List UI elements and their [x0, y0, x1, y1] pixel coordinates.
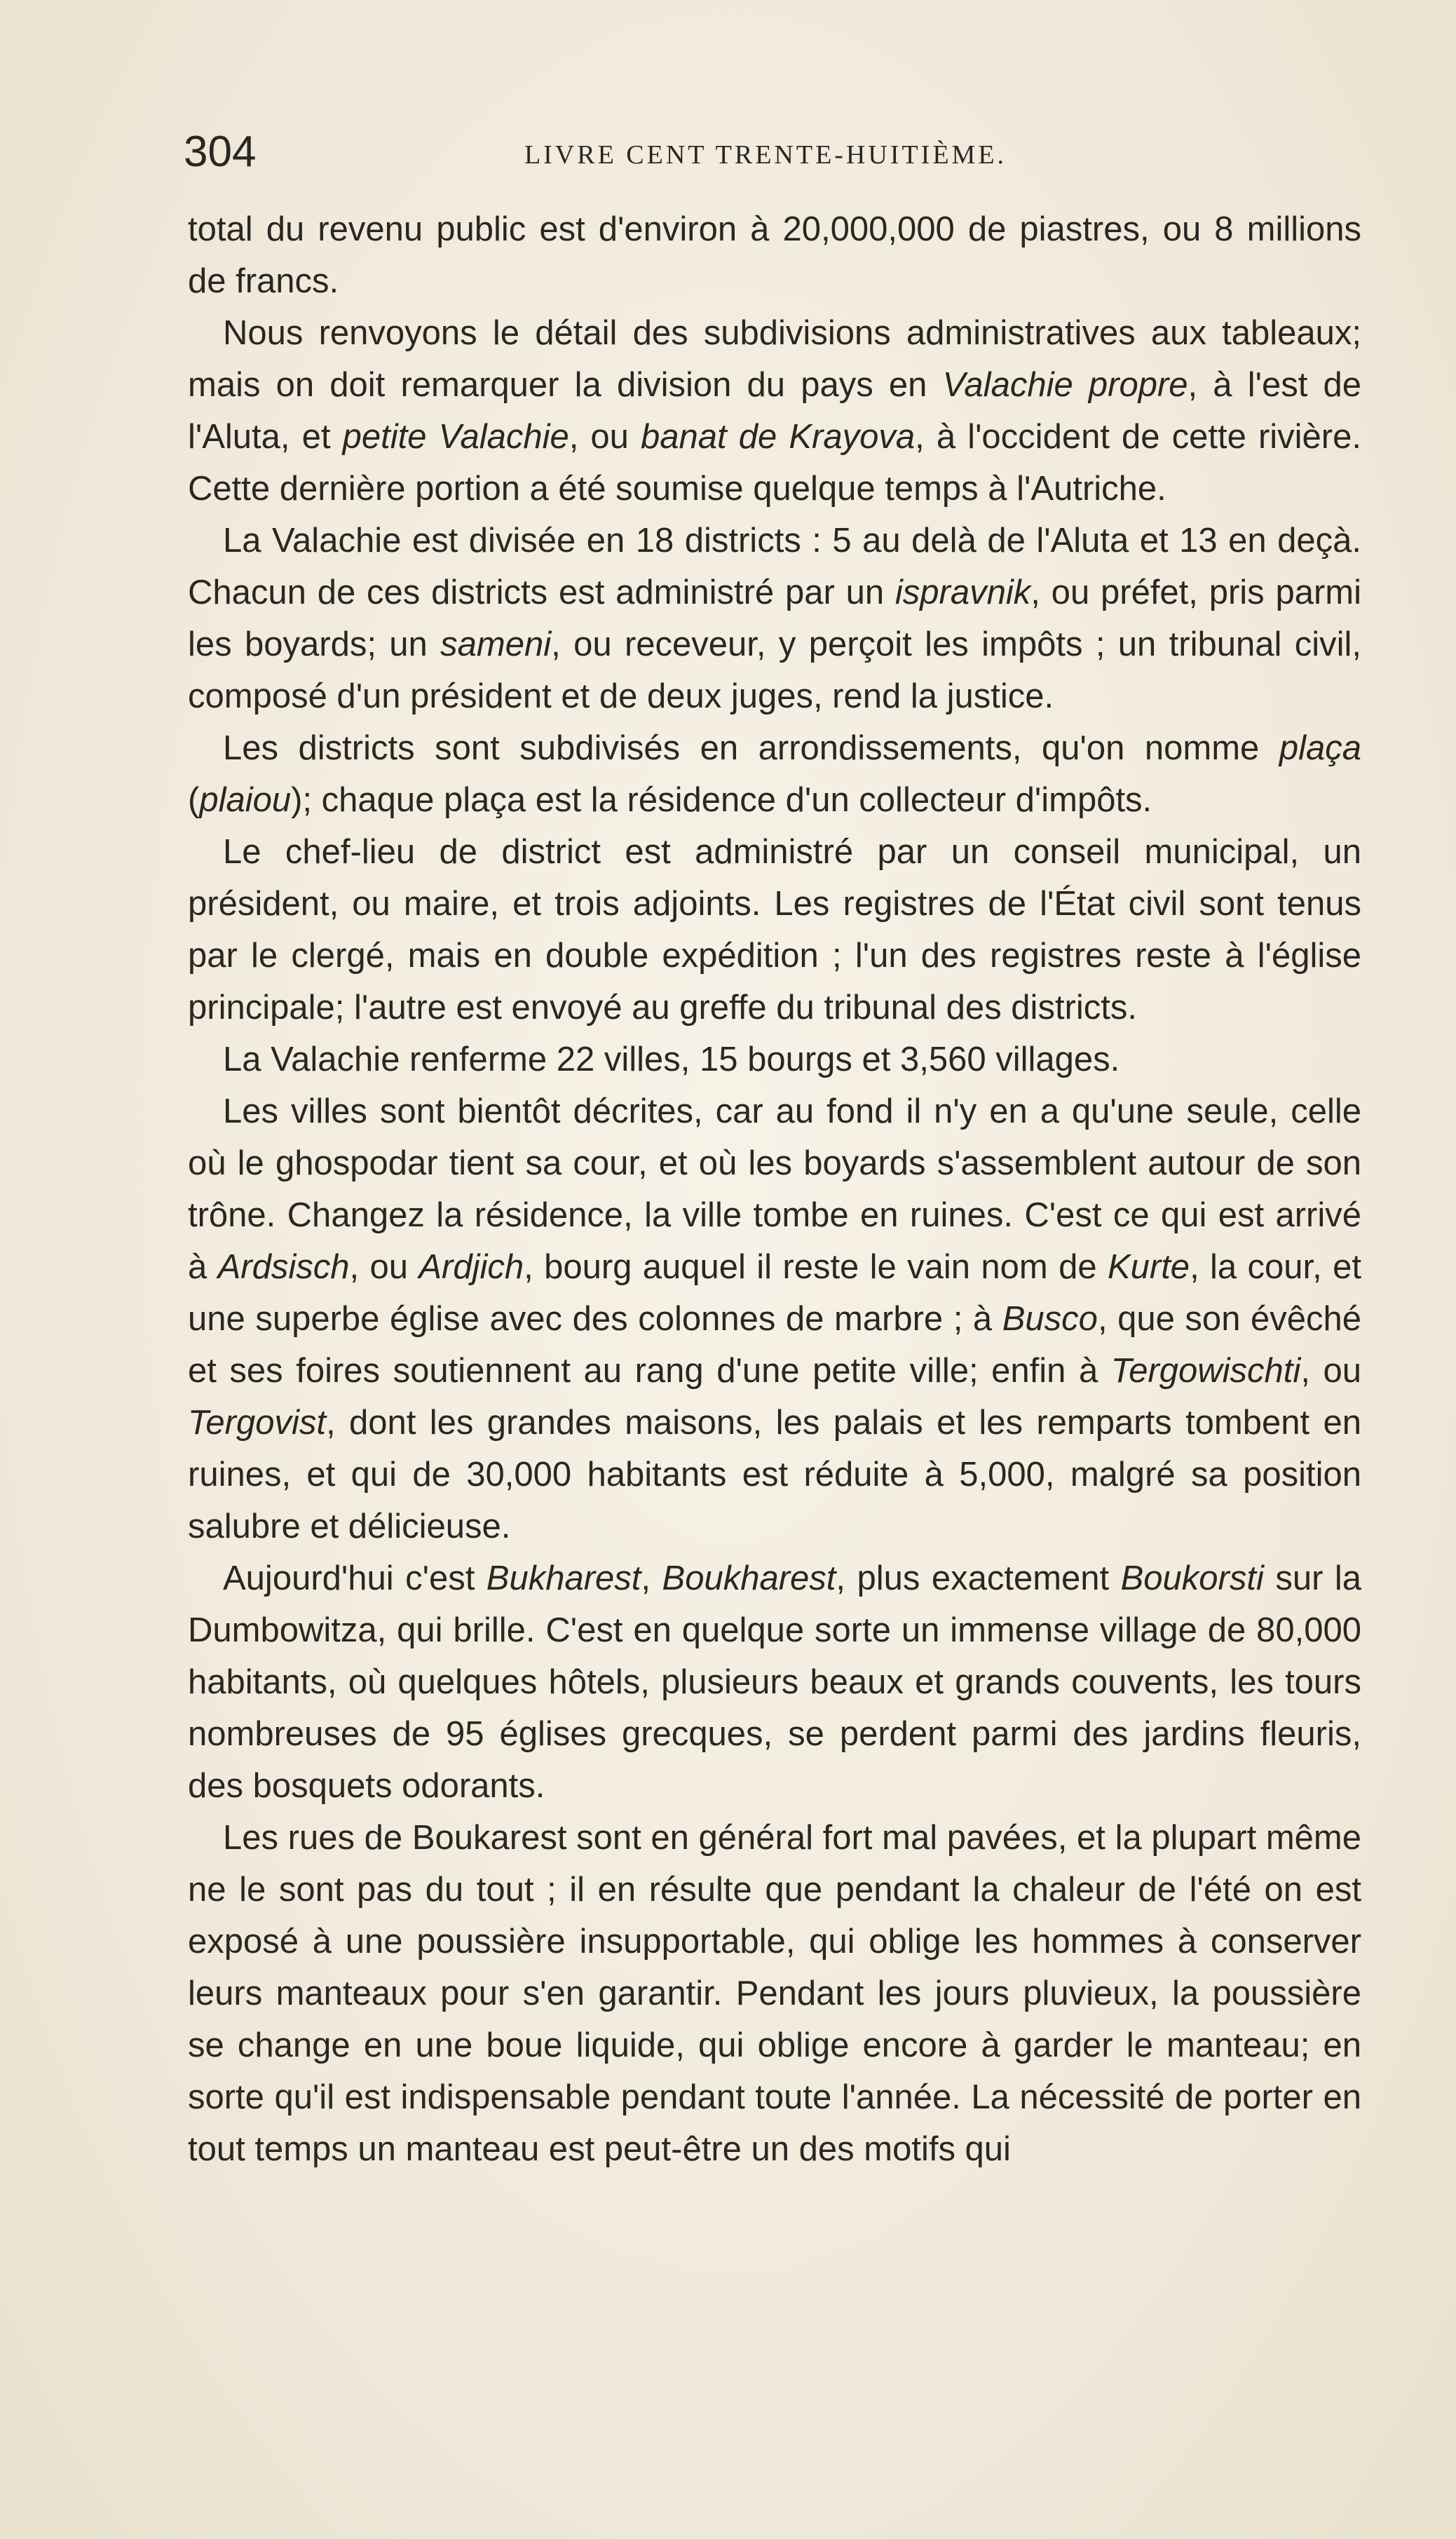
text-run: ); chaque plaça est la résidence d'un collecteur d'impôts. — [291, 781, 1152, 819]
italic-term: Tergowischti — [1110, 1352, 1301, 1390]
text-run: , bourg auquel il reste le vain nom de — [524, 1248, 1108, 1286]
text-run: , ou — [1300, 1352, 1361, 1390]
text-run: Les villes sont bientôt décrites, car au fond il n'y en a qu'une seule, celle où le ghospodar tient sa cour, et où les boyards s'assemblent autour de son trône. Changez la résidence, la ville tombe en ruines. C'est ce qui est arrivé à — [188, 1092, 1361, 1286]
italic-term: Kurte — [1107, 1248, 1190, 1286]
paragraph — [188, 307, 1361, 515]
text-run: Aujourd'hui c'est — [223, 1559, 487, 1597]
text-run: , plus exactement — [836, 1559, 1121, 1597]
text-run: Le chef-lieu de district est administré par un conseil municipal, un président, ou maire, et trois adjoints. Les registres de l'État civil sont tenus par le clergé, mais en double expédition ; l'un des registres reste à l'église principale; l'autre est envoyé au greffe du tribunal des districts. — [188, 833, 1361, 1027]
text-run: , que son évêché et ses foires soutiennent au rang d'une petite ville; enfin à — [188, 1300, 1362, 1390]
page-header — [184, 121, 1347, 184]
italic-term: sameni — [440, 625, 552, 663]
text-run: , dont les grandes maisons, les palais et les remparts tombent en ruines, et qui de 30,000 habitants est réduite à 5,000, malgré sa position salubre et délicieuse. — [188, 1404, 1361, 1545]
italic-term: Tergovist — [188, 1404, 327, 1442]
italic-term: plaiou — [199, 781, 292, 819]
text-run: total du revenu public est d'environ à 20,000,000 de piastres, ou 8 millions de francs. — [188, 210, 1361, 300]
text-run: , à l'occident de cette rivière. Cette dernière portion a été soumise quelque temps à l'Autriche. — [188, 418, 1361, 508]
italic-term: Ardsisch — [217, 1248, 350, 1286]
text-run: La Valachie renferme 22 villes, 15 bourgs et 3,560 villages. — [223, 1041, 1120, 1078]
text-run: La Valachie est divisée en 18 districts : 5 au delà de l'Aluta et 13 en deçà. Chacun de ces districts est administré par un — [188, 522, 1361, 611]
text-run: , ou préfet, pris parmi les boyards; un — [188, 574, 1362, 663]
italic-term: Ardjich — [419, 1248, 524, 1286]
text-run: , — [641, 1559, 662, 1597]
paragraph — [188, 1085, 1361, 1552]
italic-term: Busco — [1002, 1300, 1098, 1338]
italic-term: Boukorsti — [1120, 1559, 1264, 1597]
text-run: Nous renvoyons le détail des subdivisions administratives aux tableaux; mais on doit remarquer la division du pays en — [188, 314, 1361, 404]
paragraph — [188, 1034, 1361, 1085]
italic-term: Bukharest — [486, 1559, 641, 1597]
paragraph — [188, 722, 1361, 826]
text-run: sur la Dumbowitza, qui brille. C'est en quelque sorte un immense village de 80,000 habitants, où quelques hôtels, plusieurs beaux et grands couvents, les tours nombreuses de 95 églises grecques, se perdent parmi des jardins fleuris, des bosquets odorants. — [188, 1559, 1361, 1805]
paragraph — [188, 1812, 1361, 2175]
italic-term: Valachie propre — [942, 366, 1188, 404]
text-run: , ou receveur, y perçoit les impôts ; un tribunal civil, composé d'un président et de deux juges, rend la justice. — [188, 625, 1361, 715]
page-number: 304 — [184, 128, 257, 176]
body-text — [188, 203, 1361, 2175]
italic-term: petite Valachie — [342, 418, 569, 456]
paragraph — [188, 1552, 1361, 1812]
italic-term: ispravnik — [894, 574, 1031, 611]
text-run: , ou — [349, 1248, 419, 1286]
paragraph — [188, 826, 1361, 1034]
italic-term: Boukharest — [662, 1559, 836, 1597]
text-run: ( — [188, 781, 200, 819]
text-run: , ou — [569, 418, 641, 456]
text-run: Les rues de Boukarest sont en général fort mal pavées, et la plupart même ne le sont pas du tout ; il en résulte que pendant la chaleur de l'été on est exposé à une poussière insupportable, qui oblige les hommes à conserver leurs manteaux pour s'en garantir. Pendant les jours pluvieux, la poussière se change en une boue liquide, qui oblige encore à garder le manteau; en sorte qu'il est indispensable pendant toute l'année. La nécessité de porter en tout temps un manteau est peut-être un des motifs qui — [188, 1819, 1361, 2168]
text-run: Les districts sont subdivisés en arrondissements, qu'on nomme — [223, 729, 1279, 767]
text-run: , la cour, et une superbe église avec des colonnes de marbre ; à — [188, 1248, 1361, 1338]
italic-term: banat de Krayova — [641, 418, 916, 456]
italic-term: plaça — [1279, 729, 1361, 767]
text-run: , à l'est de l'Aluta, et — [188, 366, 1361, 456]
paragraph — [188, 515, 1361, 722]
running-head: LIVRE CENT TRENTE-HUITIÈME. — [524, 140, 1007, 170]
paragraph — [188, 203, 1361, 307]
